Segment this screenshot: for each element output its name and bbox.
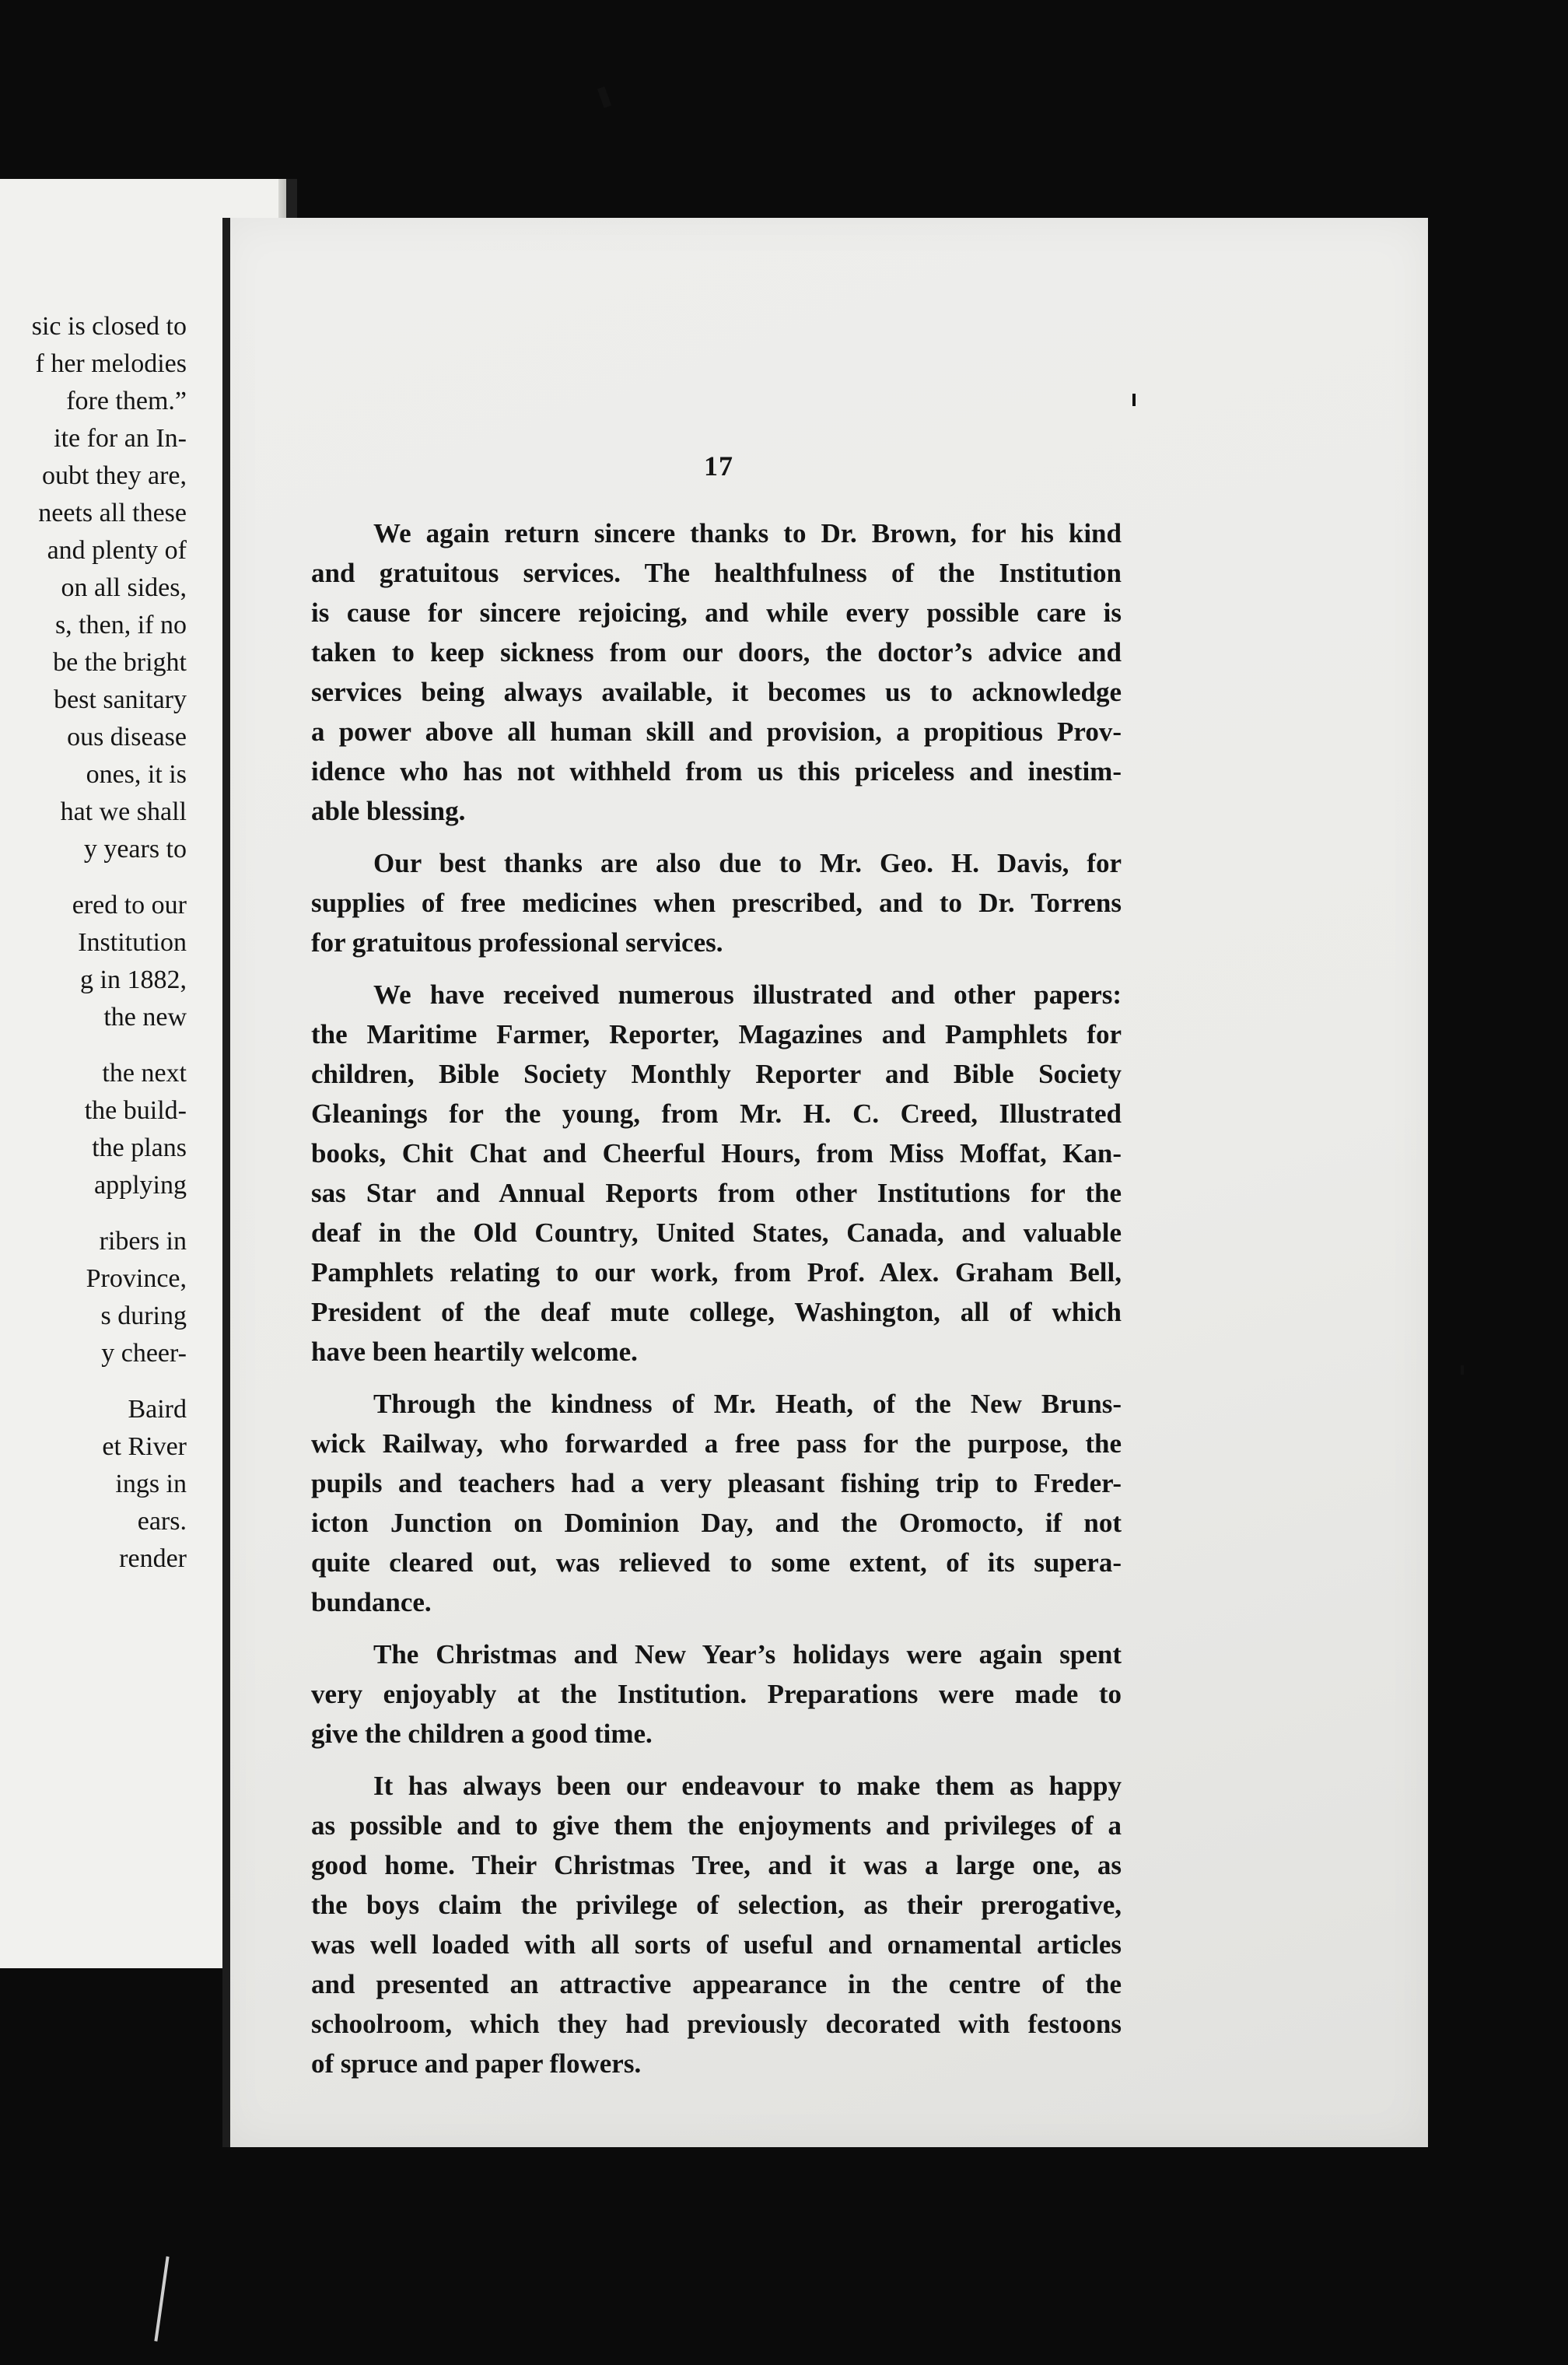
text-line: idence who has not withheld from us this priceless and inestim- [311,756,1122,787]
text-line: We again return sincere thanks to Dr. Brown, for his kind [373,518,1122,548]
text-line: Gleanings for the young, from Mr. H. C. Creed, Illustrated [311,1098,1122,1129]
previous-page-line: ribers in [99,1227,187,1256]
text-line: Our best thanks are also due to Mr. Geo. H. Davis, for [373,848,1122,878]
previous-page-line: y years to [83,835,187,864]
text-line: It has always been our endeavour to make them as happy [373,1771,1122,1801]
text-line: Through the kindness of Mr. Heath, of the New Bruns- [373,1389,1122,1419]
text-line: good home. Their Christmas Tree, and it was a large one, as [311,1850,1122,1880]
text-line: have been heartily welcome. [311,1337,638,1367]
previous-page-line: the next [102,1059,187,1088]
text-line: as possible and to give them the enjoyments and privileges of a [311,1810,1122,1841]
scan-speck [597,86,611,108]
previous-page-line: s during [100,1302,187,1330]
text-line: taken to keep sickness from our doors, the doctor’s advice and [311,637,1122,667]
paragraph [311,1766,1122,2083]
previous-page-line: the new [103,1003,187,1032]
text-line: We have received numerous illustrated and other papers: [373,979,1122,1010]
previous-page-line: f her melodies [35,349,187,378]
text-line: for gratuitous professional services. [311,927,723,958]
text-line: is cause for sincere rejoicing, and while every possible care is [311,597,1122,628]
previous-page-line: neets all these [38,499,187,527]
text-line: and gratuitous services. The healthfulness of the Institution [311,558,1122,588]
paragraph [311,1384,1122,1622]
text-line: quite cleared out, was relieved to some extent, of its supera- [311,1547,1122,1578]
scan-speck [154,2256,169,2341]
paragraph [311,843,1122,962]
text-line: and presented an attractive appearance in the centre of the [311,1969,1122,1999]
previous-page-line: and plenty of [47,536,187,565]
scan-speck [1461,1365,1464,1375]
text-line: was well loaded with all sorts of useful and ornamental articles [311,1929,1122,1960]
previous-page-line: ite for an In- [54,424,187,453]
text-line: supplies of free medicines when prescribed, and to Dr. Torrens [311,888,1122,918]
text-line: the Maritime Farmer, Reporter, Magazines and Pamphlets for [311,1019,1122,1049]
text-line: services being always available, it becomes us to acknowledge [311,677,1122,707]
previous-page-line: et River [102,1432,187,1461]
text-line: give the children a good time. [311,1719,653,1749]
previous-page-line: sic is closed to [31,312,187,341]
previous-page-line: ears. [137,1507,187,1536]
previous-page-line: applying [94,1171,187,1200]
text-line: of spruce and paper flowers. [311,2048,642,2079]
text-line: a power above all human skill and provision, a propitious Prov- [311,717,1122,747]
previous-page-line: ous disease [67,723,187,752]
previous-page-line: best sanitary [54,685,187,714]
text-line: schoolroom, which they had previously decorated with festoons [311,2009,1122,2039]
text-line: bundance. [311,1587,432,1617]
paragraph [311,1634,1122,1754]
previous-page-line: fore them.” [66,387,187,415]
previous-page-line: hat we shall [60,797,187,826]
previous-page-line: be the bright [53,648,187,677]
text-line: The Christmas and New Year’s holidays were again spent [373,1639,1122,1670]
text-line: deaf in the Old Country, United States, Canada, and valuable [311,1218,1122,1248]
text-line: pupils and teachers had a very pleasant fishing trip to Freder- [311,1468,1122,1498]
previous-page-line: on all sides, [61,573,187,602]
text-line: sas Star and Annual Reports from other Institutions for the [311,1178,1122,1208]
previous-page-line: s, then, if no [54,611,187,639]
previous-page-line: y cheer- [101,1339,187,1368]
text-line: President of the deaf mute college, Washington, all of which [311,1297,1122,1327]
text-line: books, Chit Chat and Cheerful Hours, from Miss Moffat, Kan- [311,1138,1122,1168]
text-line: the boys claim the privilege of selection, as their prerogative, [311,1890,1122,1920]
page-body-text [311,513,1122,2096]
paragraph [311,975,1122,1372]
previous-page-line: the plans [92,1133,187,1162]
page-number: 17 [704,450,733,482]
text-line: icton Junction on Dominion Day, and the Oromocto, if not [311,1508,1122,1538]
previous-page-line: Baird [128,1395,187,1424]
previous-page-line: Institution [78,928,187,957]
text-line: very enjoyably at the Institution. Preparations were made to [311,1679,1122,1709]
previous-page-line: g in 1882, [80,965,187,994]
text-line: Pamphlets relating to our work, from Prof. Alex. Graham Bell, [311,1257,1122,1288]
page-left-border [222,218,230,2147]
scan-speck [1132,394,1136,406]
previous-page-line: ones, it is [86,760,187,789]
previous-page-line: render [119,1544,187,1573]
text-line: children, Bible Society Monthly Reporter and Bible Society [311,1059,1122,1089]
paragraph [311,513,1122,831]
text-line: wick Railway, who forwarded a free pass for the purpose, the [311,1428,1122,1459]
previous-page-line: the build- [84,1096,187,1125]
previous-page-line: oubt they are, [42,461,187,490]
previous-page-line: ered to our [72,891,187,920]
text-line: able blessing. [311,796,466,826]
previous-page-line: Province, [86,1264,187,1293]
previous-page-line: ings in [115,1470,187,1498]
